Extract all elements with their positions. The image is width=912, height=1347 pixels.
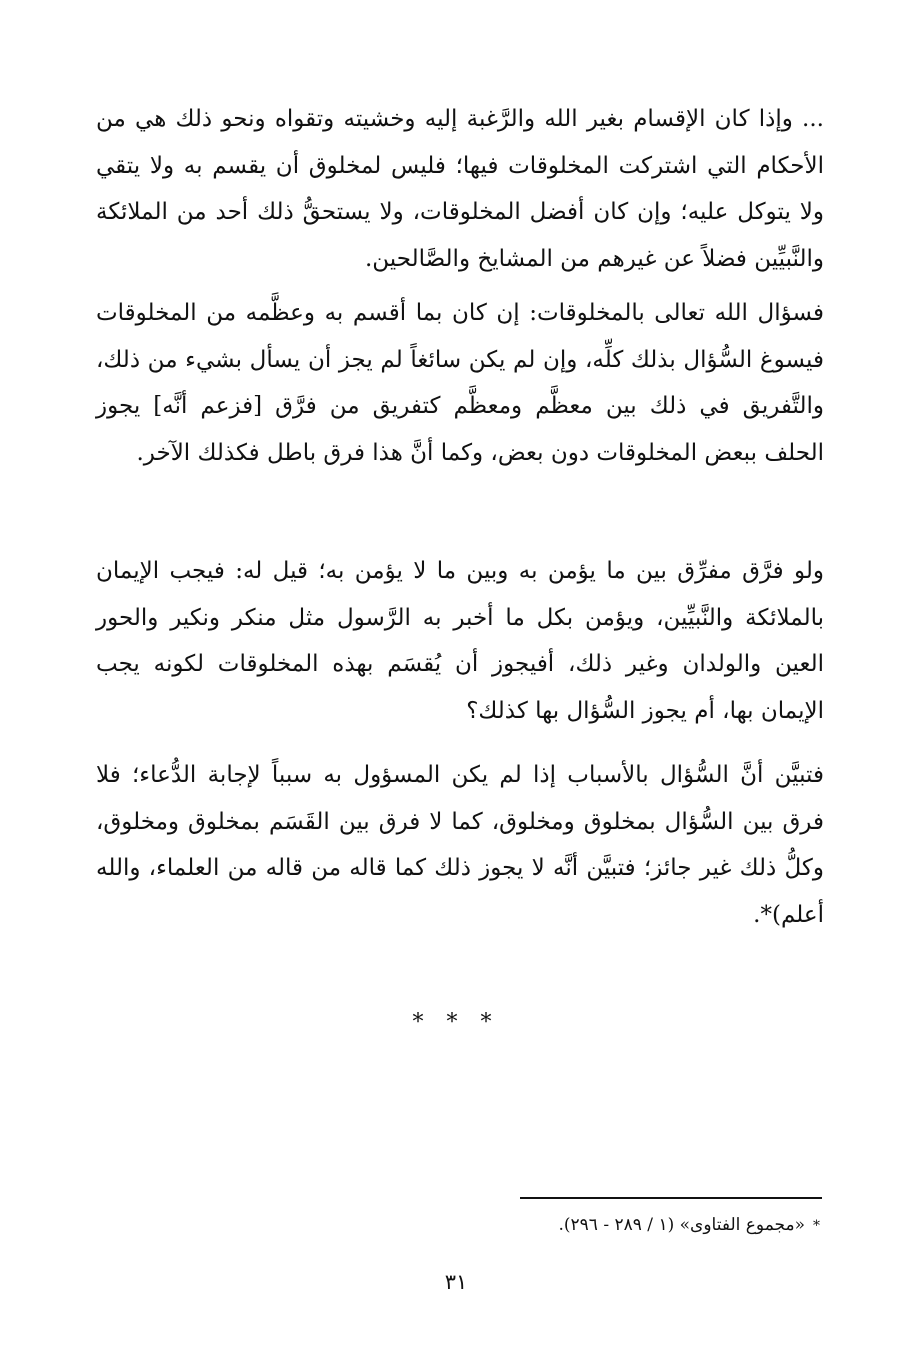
paragraph-text: فسؤال الله تعالى بالمخلوقات: إن كان بما أقسم به وعظَّمه من المخلوقات فيسوغ السُّؤال بذلك كلِّه، وإن لم يكن سائغاً لم يجز أن يسأل بشيء من ذلك، والتَّفريق في ذلك بين معظَّم ومعظَّم كتفريق من فرَّق [فزعم أنَّه] يجوز الحلف ببعض المخلوقات دون بعض، وكما أنَّ هذا فرق باطل فكذلك الآخر.: [96, 300, 824, 466]
paragraph-3: [96, 548, 824, 734]
paragraph-text: ... وإذا كان الإقسام بغير الله والرَّغبة إليه وخشيته وتقواه ونحو ذلك هي من الأحكام التي اشتركت المخلوقات فيها؛ فليس لمخلوق أن يقسم به ولا يتقي ولا يتوكل عليه؛ وإن كان أفضل المخلوقات، ولا يستحقُّ ذلك أحد من الملائكة والنَّبيِّين فضلاً عن غيرهم من المشايخ والصَّالحين.: [96, 106, 824, 272]
footnote-divider: [520, 1197, 822, 1199]
paragraph-1: [96, 96, 824, 282]
page-number: ٣١: [444, 1270, 468, 1294]
section-separator: * * *: [412, 1010, 500, 1035]
footnote: [96, 1212, 820, 1239]
paragraph-4: [96, 752, 824, 938]
paragraph-text: فتبيَّن أنَّ السُّؤال بالأسباب إذا لم يكن المسؤول به سبباً لإجابة الدُّعاء؛ فلا فرق بين السُّؤال بمخلوق ومخلوق، كما لا فرق بين القَسَم بمخلوق ومخلوق، وكلُّ ذلك غير جائز؛ فتبيَّن أنَّه لا يجوز ذلك كما قاله من قاله من العلماء، والله أعلم)*.: [96, 762, 824, 928]
paragraph-text: ولو فرَّق مفرِّق بين ما يؤمن به وبين ما لا يؤمن به؛ قيل له: فيجب الإيمان بالملائكة والنَّبيِّين، ويؤمن بكل ما أخبر به الرَّسول مثل منكر ونكير والحور العين والولدان وغير ذلك، أفيجوز أن يُقسَم بهذه المخلوقات لكونه يجب الإيمان بها، أم يجوز السُّؤال بها كذلك؟: [96, 558, 824, 724]
paragraph-2: [96, 290, 824, 476]
footnote-marker: *: [813, 1218, 820, 1234]
footnote-text: «مجموع الفتاوى» (١ / ٢٨٩ - ٢٩٦).: [558, 1215, 805, 1235]
